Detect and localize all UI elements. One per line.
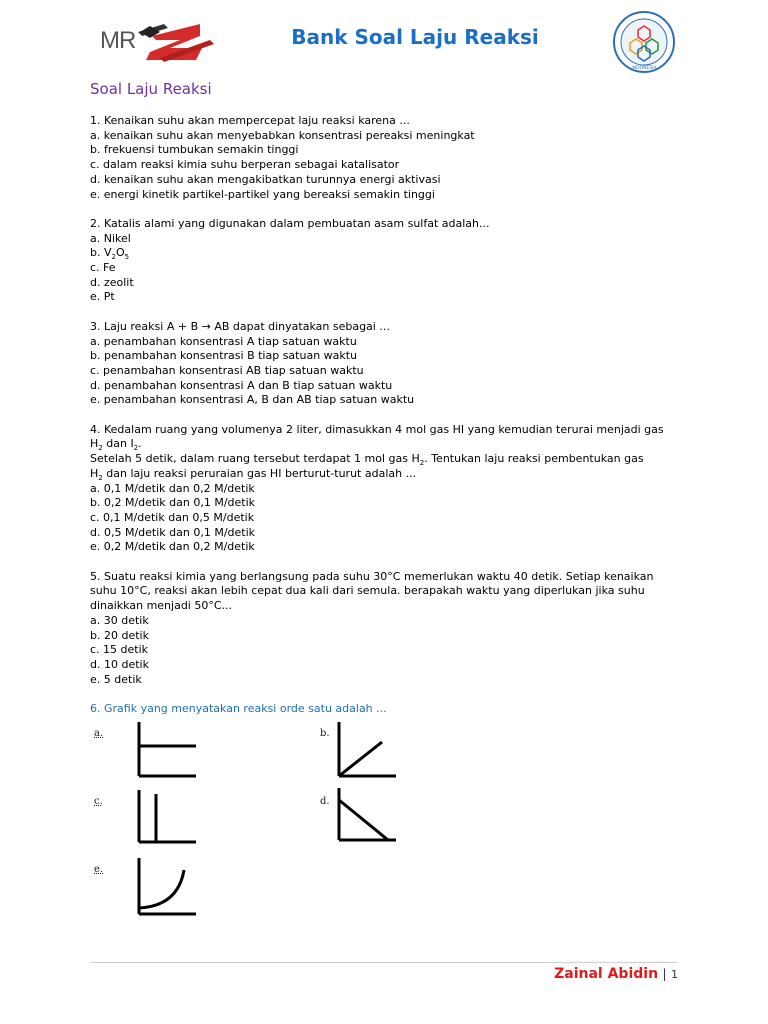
answer-option: e. 5 detik (90, 672, 142, 686)
logo-left-text: MR (100, 27, 136, 54)
question-stem: dinaikkan menjadi 50°C... (90, 599, 233, 613)
graph-e-icon (134, 856, 198, 918)
section-title: Soal Laju Reaksi (90, 80, 212, 98)
answer-option: b. 0,2 M/detik dan 0,1 M/detik (90, 496, 256, 510)
answer-option: b. $V_2O_5$ (90, 246, 130, 262)
question-stem: $H_2$ dan $I_2$. (90, 437, 142, 453)
answer-option: a. 0,1 M/detik dan 0,2 M/detik (90, 481, 255, 495)
graph-label-a: a. (94, 728, 104, 739)
page-footer (90, 966, 678, 982)
answer-option: a. Nikel (90, 231, 131, 245)
question-stem: $H_2$ dan laju reaksi peruraian gas HI berturut-turut adalah ... (90, 466, 417, 483)
question-1 (90, 114, 680, 202)
answer-option: a. penambahan konsentrasi A tiap satuan waktu (90, 334, 357, 348)
question-list (90, 114, 680, 731)
question-stem: Setelah 5 detik, dalam ruang tersebut terdapat 1 mol gas $H_2$. Tentukan laju reaksi pembentukan gas (90, 452, 644, 468)
document-title: Bank Soal Laju Reaksi (291, 25, 539, 49)
question-4 (90, 423, 680, 555)
answer-option: b. frekuensi tumbukan semakin tinggi (90, 143, 299, 157)
question-6 (90, 702, 680, 717)
answer-option: c. 0,1 M/detik dan 0,5 M/detik (90, 510, 255, 524)
seal-text: INDONESIA (631, 66, 657, 71)
graph-label-e: e. (94, 864, 104, 875)
answer-option: a. kenaikan suhu akan menyebabkan konsentrasi pereaksi meningkat (90, 128, 475, 142)
answer-option: d. zeolit (90, 275, 134, 289)
question-stem: 5. Suatu reaksi kimia yang berlangsung pada suhu 30°C memerlukan waktu 40 detik. Setiap kenaikan (90, 569, 654, 583)
question-2 (90, 217, 680, 305)
graph-label-c: c. (94, 796, 103, 807)
graph-label-d: d. (320, 796, 330, 807)
question-stem: suhu 10°C, reaksi akan lebih cepat dua kali dari semula. berapakah waktu yang diperlukan jika suhu (90, 584, 645, 598)
answer-option: c. 15 detik (90, 643, 149, 657)
answer-option: b. penambahan konsentrasi B tiap satuan waktu (90, 349, 358, 363)
answer-option: c. dalam reaksi kimia suhu berperan sebagai katalisator (90, 158, 400, 172)
answer-option: c. penambahan konsentrasi AB tiap satuan waktu (90, 363, 364, 377)
graph-b-icon (334, 720, 398, 780)
footer-separator: | (662, 967, 667, 981)
question-5 (90, 570, 680, 688)
footer-author: Zainal Abidin (554, 966, 659, 982)
answer-option: e. energi kinetik partikel-partikel yang bereaksi semakin tinggi (90, 187, 435, 201)
graph-label-b: b. (320, 728, 330, 739)
page-number: 1 (671, 968, 678, 981)
answer-option: a. 30 detik (90, 613, 149, 627)
answer-option: e. penambahan konsentrasi A, B dan AB tiap satuan waktu (90, 393, 415, 407)
answer-option: d. 0,5 M/detik dan 0,1 M/detik (90, 525, 256, 539)
answer-option: c. Fe (90, 261, 116, 275)
question-stem: 4. Kedalam ruang yang volumenya 2 liter, dimasukkan 4 mol gas HI yang kemudian terurai menjadi gas (90, 422, 664, 436)
graph-c-icon (134, 788, 198, 846)
question-stem: 3. Laju reaksi A + B → AB dapat dinyatakan sebagai ... (90, 319, 390, 333)
footer-divider (90, 962, 678, 963)
question-stem: 1. Kenaikan suhu akan mempercepat laju reaksi karena ... (90, 114, 410, 127)
question-3 (90, 320, 680, 408)
graph-d-icon (334, 786, 398, 844)
graph-a-icon (134, 720, 198, 780)
mrz-logo-icon (100, 14, 220, 68)
answer-option: e. 0,2 M/detik dan 0,2 M/detik (90, 540, 255, 554)
answer-option: d. kenaikan suhu akan mengakibatkan turunnya energi aktivasi (90, 172, 441, 186)
answer-option: e. Pt (90, 290, 115, 304)
institution-seal-icon (610, 10, 678, 74)
answer-option: d. penambahan konsentrasi A dan B tiap satuan waktu (90, 378, 393, 392)
answer-option: b. 20 detik (90, 628, 149, 642)
answer-option: d. 10 detik (90, 657, 149, 671)
question-stem: 2. Katalis alami yang digunakan dalam pembuatan asam sulfat adalah... (90, 216, 490, 230)
question-stem: 6. Grafik yang menyatakan reaksi orde satu adalah ... (90, 702, 387, 716)
